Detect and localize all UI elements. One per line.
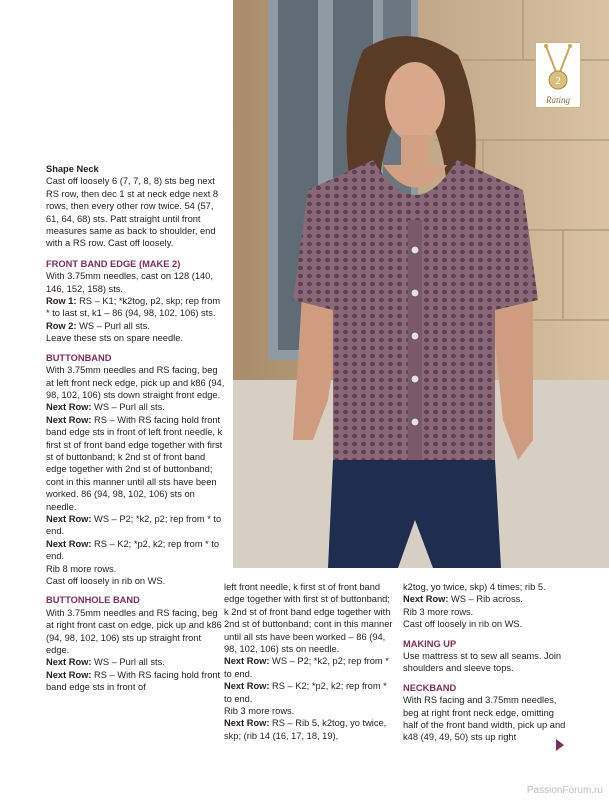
instruction-row	[46, 669, 226, 694]
row-label: Next Row:	[46, 402, 92, 413]
paragraph: k2tog, yo twice, skp) 4 times; rib 5.	[403, 582, 546, 592]
row-text: WS – Purl all sts.	[91, 657, 165, 668]
row-text: RS – With RS facing hold front band edge sts in front of left front needle, k first st of front band edge together with first st of buttonband; k 2nd st of front band edge together with 2nd st of buttonband; cont in this manner until all sts have been worked. 86 (94, 98, 102, 106) sts on needle.	[46, 414, 223, 512]
rating-level: 2	[555, 75, 561, 87]
section-heading: Shape Neck	[46, 164, 99, 174]
paragraph: Cast off loosely 6 (7, 7, 8, 8) sts beg next RS row, then dec 1 st at neck edge next 8 rows, then every other row twice. 54 (57, 61, 64, 68) sts. Patt straight until front measures same as back to shoulder, end with a RS row. Cast off loosely.	[46, 176, 219, 249]
row-label: Next Row:	[46, 414, 92, 425]
row-text: RS – Rib 5, k2tog, yo twice, skp; (rib 14 (16, 17, 18, 19),	[224, 718, 387, 741]
paragraph: Cast off loosely in rib on WS.	[403, 619, 523, 630]
row-text: WS – P2; *k2, p2; rep from * to end.	[224, 656, 389, 679]
instruction-row	[46, 401, 226, 413]
instruction-row	[224, 655, 396, 680]
instruction-row	[46, 414, 226, 513]
row-label: Next Row:	[46, 538, 92, 549]
instruction-row	[46, 513, 226, 538]
column-1	[46, 163, 226, 694]
paragraph: With 3.75mm needles, cast on 128 (140, 146, 152, 158) sts.	[46, 271, 213, 294]
paragraph: Cast off loosely in rib on WS.	[46, 576, 166, 586]
row-text: WS – Rib across.	[448, 594, 523, 605]
paragraph: left front needle, k first st of front band edge together with first st of buttonband; k 2nd st of front band edge together with 2nd st of buttonband; cont in this manner until all sts have been worked – 86 (94, 98, 102, 106) sts on needle.	[224, 582, 393, 655]
paragraph: Rib 3 more rows.	[224, 706, 295, 717]
row-label: Row 1:	[46, 296, 77, 307]
section-heading: NECKBAND	[403, 682, 457, 693]
paragraph: With 3.75mm needles and RS facing, beg at left front neck edge, pick up and k86 (94, 98, 102, 106) sts down straight front edge.	[46, 365, 225, 400]
row-text: RS – K1; *k2tog, p2, skp; rep from * to last st, k1 – 86 (94, 98, 102, 106) sts.	[46, 296, 221, 319]
paragraph: Rib 8 more rows.	[46, 563, 117, 574]
row-text: RS – K2; *p2, k2; rep from * to end.	[46, 538, 220, 562]
knitting-needles-yarn-icon	[536, 43, 580, 93]
row-text: RS – K2; *p2, k2; rep from * to end.	[224, 681, 387, 704]
rating-label: Rating	[546, 95, 570, 105]
row-label: Next Row:	[224, 718, 270, 729]
instruction-row	[224, 680, 396, 705]
instruction-row	[403, 593, 568, 605]
instruction-row	[46, 538, 226, 563]
paragraph: With RS facing and 3.75mm needles, beg at right front neck edge, omitting half of the front band width, pick up and k48 (49, 49, 50) sts up right	[403, 695, 566, 743]
instruction-row	[46, 320, 226, 332]
row-label: Next Row:	[46, 669, 92, 680]
section-heading: BUTTONHOLE BAND	[46, 595, 140, 606]
row-text: WS – Purl all sts.	[91, 402, 165, 413]
row-text: WS – Purl all sts.	[76, 320, 150, 331]
row-text: RS – With RS facing hold front band edge sts in front of	[46, 669, 221, 693]
section-heading: FRONT BAND EDGE (MAKE 2)	[46, 258, 181, 269]
rating-badge	[535, 42, 581, 108]
paragraph: Use mattress st to sew all seams. Join shoulders and sleeve tops.	[403, 651, 562, 674]
section-heading: MAKING UP	[403, 638, 457, 649]
instruction-row	[46, 295, 226, 320]
continue-arrow-icon	[556, 739, 564, 751]
paragraph: With 3.75mm needles and RS facing, beg at right front cast on edge, pick up and k86 (94, 98, 102, 106) sts up straight front edge.	[46, 607, 222, 656]
section-heading: BUTTONBAND	[46, 352, 112, 363]
paragraph: Leave these sts on spare needle.	[46, 333, 183, 344]
column-3	[403, 581, 568, 744]
instruction-row	[224, 717, 396, 742]
row-label: Row 2:	[46, 320, 77, 331]
instruction-row	[46, 656, 226, 668]
row-label: Next Row:	[224, 656, 270, 667]
paragraph: Rib 3 more rows.	[403, 606, 474, 617]
column-2	[224, 581, 396, 742]
row-label: Next Row:	[403, 594, 449, 605]
row-label: Next Row:	[46, 513, 92, 524]
row-label: Next Row:	[46, 657, 92, 668]
watermark: PassionForum.ru	[526, 785, 603, 796]
row-text: WS – P2; *k2, p2; rep from * to end.	[46, 513, 222, 537]
row-label: Next Row:	[224, 681, 270, 692]
